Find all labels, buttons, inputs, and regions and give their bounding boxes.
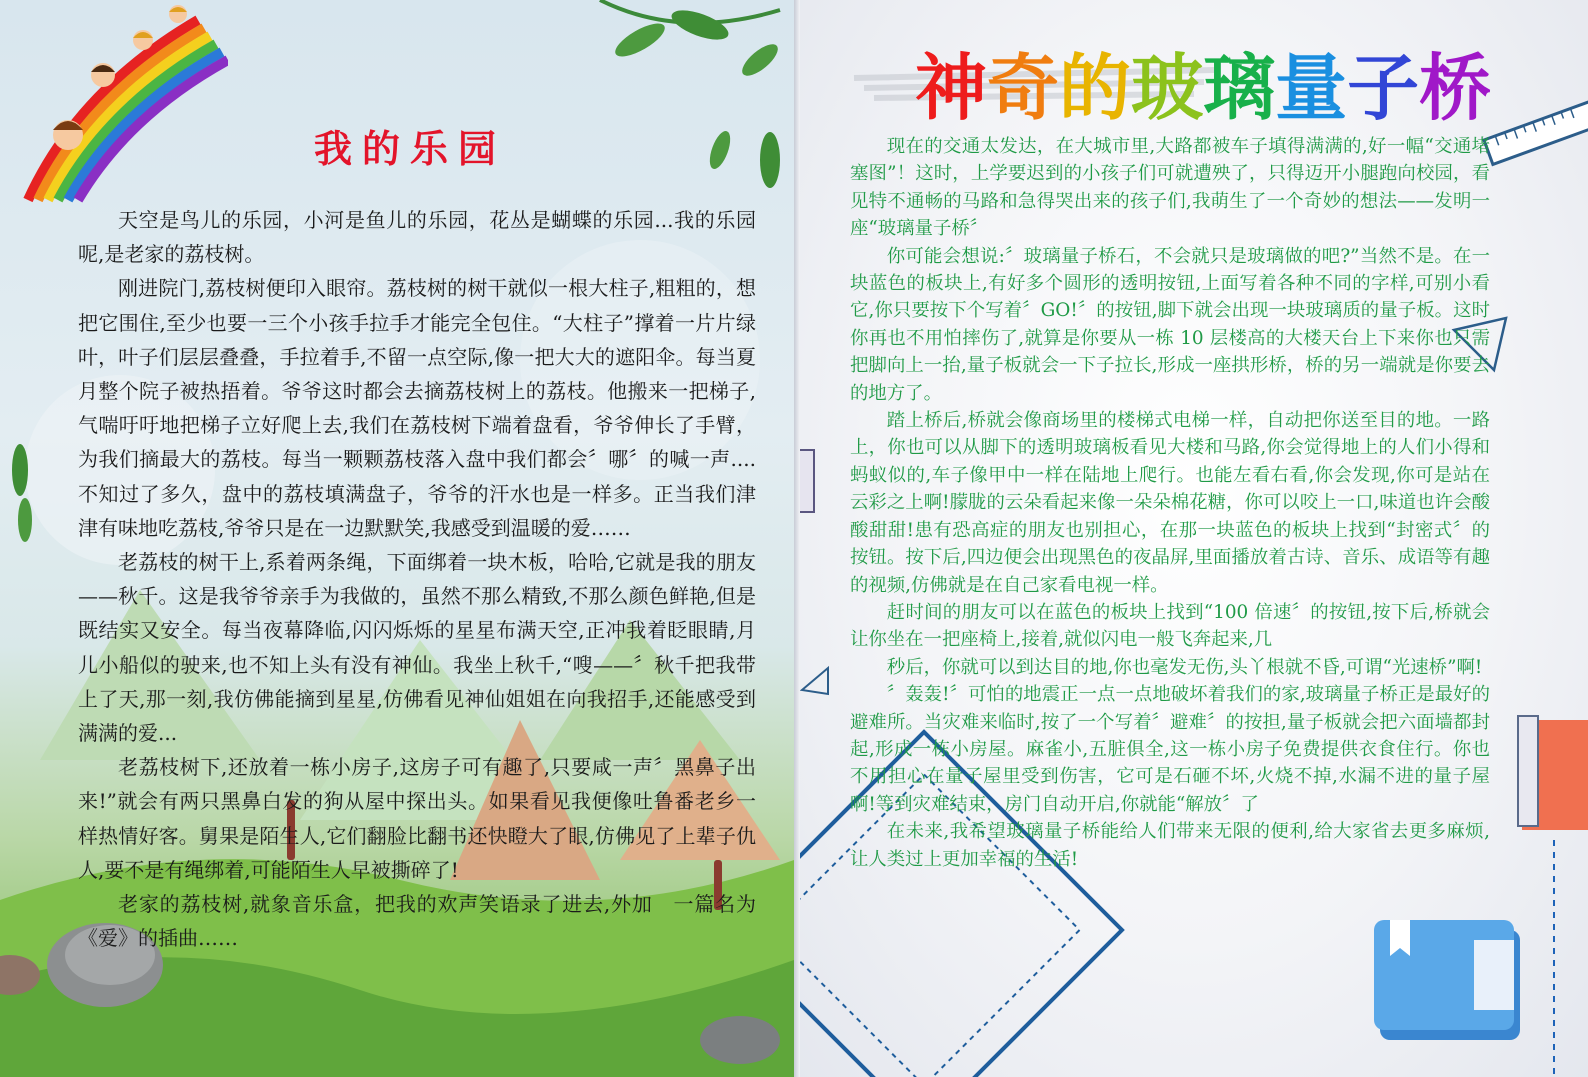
rainbow-slide-kids-illustration	[18, 0, 228, 210]
paragraph: 老荔枝树下,还放着一栋小房子,这房子可有趣了,只要咸一声〞黑鼻子出来!”就会有两只黑鼻白发的狗从屋中探出头。如果看见我便像吐鲁番老乡一样热情好客。舅果是陌生人,它们翻脸比翻书还快瞪大了眼,仿佛见了上辈子仇人,要不是有绳绑着,可能陌生人早被撕碎了!	[78, 755, 756, 882]
paragraph: 踏上桥后,桥就会像商场里的楼梯式电梯一样，自动把你送至目的地。一路上，你也可以从脚下的透明玻璃板看见大楼和马路,你会觉得地上的人们小得和蚂蚁似的,车子像甲中一样在陆地上爬行。也能左看右看,你会发现,你可是站在云彩之上啊!朦胧的云朵看起来像一朵朵棉花糖，你可以咬上一口,味道也许会酸酸甜甜!患有恐高症的朋友也别担心，在那一块蓝色的板块上找到“封密式〞的按钮。按下后,四边便会出现黑色的夜晶屏,里面播放着古诗、音乐、成语等有趣的视频,仿佛就是在自己家看电视一样。	[850, 410, 1490, 596]
article-body	[850, 133, 1490, 873]
paragraph: 天空是鸟儿的乐园，小河是鱼儿的乐园，花丛是蝴蝶的乐园...我的乐园呢,是老家的荔枝树。	[78, 208, 756, 267]
paragraph: 〞轰轰!〞可怕的地震正一点一点地破坏着我们的家,玻璃量子桥正是最好的避难所。当灾难来临时,按了一个写着〞避难〞的按担,量子板就会把六面墙都封起,形成一栋小房屋。麻雀小,五脏俱全,这一栋小房子免费提供衣食住行。你也不用担心在量子屋里受到伤害，它可是石砸不坏,火烧不掉,水漏不进的量子屋啊!等到灾难结束，房门自动开启,你就能“解放〞了	[850, 684, 1490, 815]
title-char: 玻	[1131, 46, 1204, 130]
divider-spine	[794, 0, 800, 1077]
page-title: 我的乐园	[313, 127, 506, 171]
title-char: 的	[1059, 46, 1132, 130]
paragraph: 秒后，你就可以到达目的地,你也毫发无伤,头丫根就不昏,可谓“光速桥”啊!	[886, 656, 1483, 678]
paragraph: 你可能会想说:〞玻璃量子桥石，不会就只是玻璃做的吧?”当然不是。在一块蓝色的板块上,有好多个圆形的透明按钮,上面写着各种不同的字样,可别小看它,你只要按下个写着〞GO!〞的按钮,脚下就会出现一块玻璃质的量子板。这时你再也不用怕摔伤了,就算是你要从一栋 10 层楼高的大楼天台上下来你也只需把脚向上一抬,量子板就会一下子拉长,形成一座拱形桥，桥的另一端就是你要去的地方了。	[850, 245, 1490, 404]
title-char: 奇	[987, 46, 1060, 130]
paragraph: 现在的交通太发达，在大城市里,大路都被车子填得满满的,好一幅“交通堵塞图”！这时，上学要迟到的小孩子们可就遭殃了，只得迈开小腿跑向校园，看见特不通畅的马路和急得哭出来的孩子们,我萌生了一个奇妙的想法——发明一座“玻璃量子桥〞	[850, 136, 1490, 240]
paragraph: 赶时间的朋友可以在蓝色的板块上找到“100 倍速〞的按钮,按下后,桥就会让你坐在一把座椅上,接着,就似闪电一般飞奔起来,几	[850, 601, 1490, 651]
paragraph: 在未来,我希望玻璃量子桥能给人们带来无限的便利,给大家省去更多麻烦,让人类过上更加幸福的生活!	[850, 821, 1490, 870]
page-title	[915, 30, 1491, 134]
title-char: 量	[1275, 46, 1348, 130]
title-char: 璃	[1203, 46, 1276, 130]
paragraph: 老家的荔枝树,就象音乐盒，把我的欢声笑语录了进去,外加 一篇名为《爱》的插曲……	[78, 892, 756, 951]
title-char: 子	[1347, 46, 1420, 130]
article-body	[78, 203, 756, 955]
paragraph: 刚进院门,荔枝树便印入眼帘。荔枝树的树干就似一根大柱子,粗粗的，想把它围住,至少也要一三个小孩手拉手才能完全包住。“大柱子”撑着一片片绿叶，叶子们层层叠叠，手拉着手,不留一点空际,像一把大大的遮阳伞。每当夏月整个院子被热捂着。爷爷这时都会去摘荔枝树上的荔枝。他搬来一把梯子,气喘吁吁地把梯子立好爬上去,我们在荔枝树下端着盘看，爷爷伸长了手臂，为我们摘最大的荔枝。每当一颗颗荔枝落入盘中我们都会〞哪〞的喊一声....不知过了多久，盘中的荔枝填满盘子，爷爷的汗水也是一样多。正当我们津津有味地吃荔枝,爷爷只是在一边默默笑,我感受到温暖的爱……	[78, 276, 756, 540]
title-char: 神	[915, 46, 988, 130]
paragraph: 老荔枝的树干上,系着两条绳，下面绑着一块木板，哈哈,它就是我的朋友——秋千。这是我爷爷亲手为我做的，虽然不那么精致,不那么颜色鲜艳,但是既结实又安全。每当夜幕降临,闪闪烁烁的星星布满天空,正冲我着眨眼睛,月儿小船似的驶来,也不知上头有没有神仙。我坐上秋千,“嗖——〞秋千把我带上了天,那一刻,我仿佛能摘到星星,仿佛看见神仙姐姐在向我招手,还能感受到满满的爱...	[78, 550, 756, 746]
title-char: 桥	[1419, 46, 1492, 130]
